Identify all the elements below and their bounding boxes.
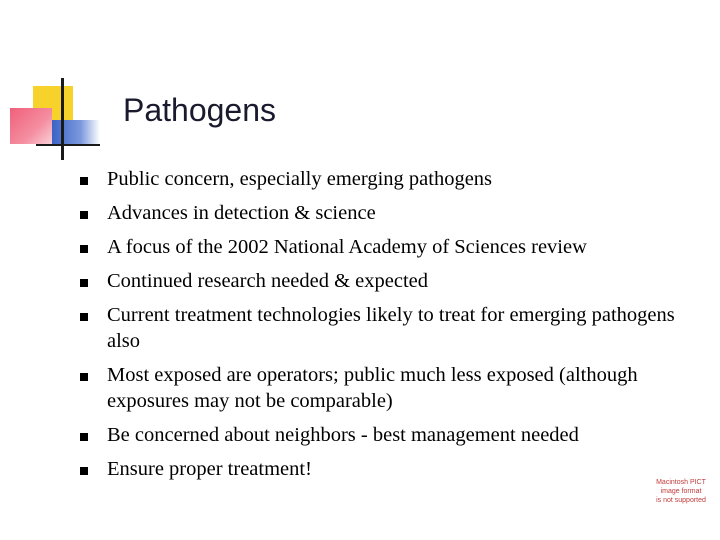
bullet-item xyxy=(80,456,700,482)
square-bullet-icon xyxy=(80,177,88,185)
bullet-text: Be concerned about neighbors - best management needed xyxy=(107,424,579,446)
bullet-text: Most exposed are operators; public much less exposed (although exposures may not be comparable) xyxy=(107,364,638,412)
logo-blue-block xyxy=(52,120,100,146)
logo-red-block xyxy=(10,108,52,144)
square-bullet-icon xyxy=(80,313,88,321)
bullet-text: Current treatment technologies likely to treat for emerging pathogens also xyxy=(107,304,675,352)
slide-title: Pathogens xyxy=(123,92,277,128)
square-bullet-icon xyxy=(80,373,88,381)
square-bullet-icon xyxy=(80,211,88,219)
placeholder-line: Macintosh PICT xyxy=(656,479,706,486)
square-bullet-icon xyxy=(80,467,88,475)
bullet-item xyxy=(80,166,700,192)
bullet-text: A focus of the 2002 National Academy of Sciences review xyxy=(107,236,587,258)
logo-vertical-line xyxy=(61,78,64,160)
square-bullet-icon xyxy=(80,433,88,441)
square-bullet-icon xyxy=(80,279,88,287)
bullet-item xyxy=(80,200,700,226)
placeholder-line: image format xyxy=(660,488,702,495)
bullet-text: Public concern, especially emerging pathogens xyxy=(107,168,493,190)
bullet-item xyxy=(80,268,700,294)
bullet-text: Continued research needed & expected xyxy=(107,270,429,292)
bullet-item xyxy=(80,422,700,448)
logo-horizontal-line xyxy=(36,144,100,146)
bullet-item xyxy=(80,362,700,414)
placeholder-line: is not supported xyxy=(656,497,706,504)
bullet-item xyxy=(80,234,700,260)
bullet-text: Ensure proper treatment! xyxy=(107,458,312,480)
unsupported-image-placeholder xyxy=(652,478,710,505)
bullet-item xyxy=(80,302,700,354)
bullet-list xyxy=(80,166,700,490)
bullet-text: Advances in detection & science xyxy=(107,202,376,224)
square-bullet-icon xyxy=(80,245,88,253)
